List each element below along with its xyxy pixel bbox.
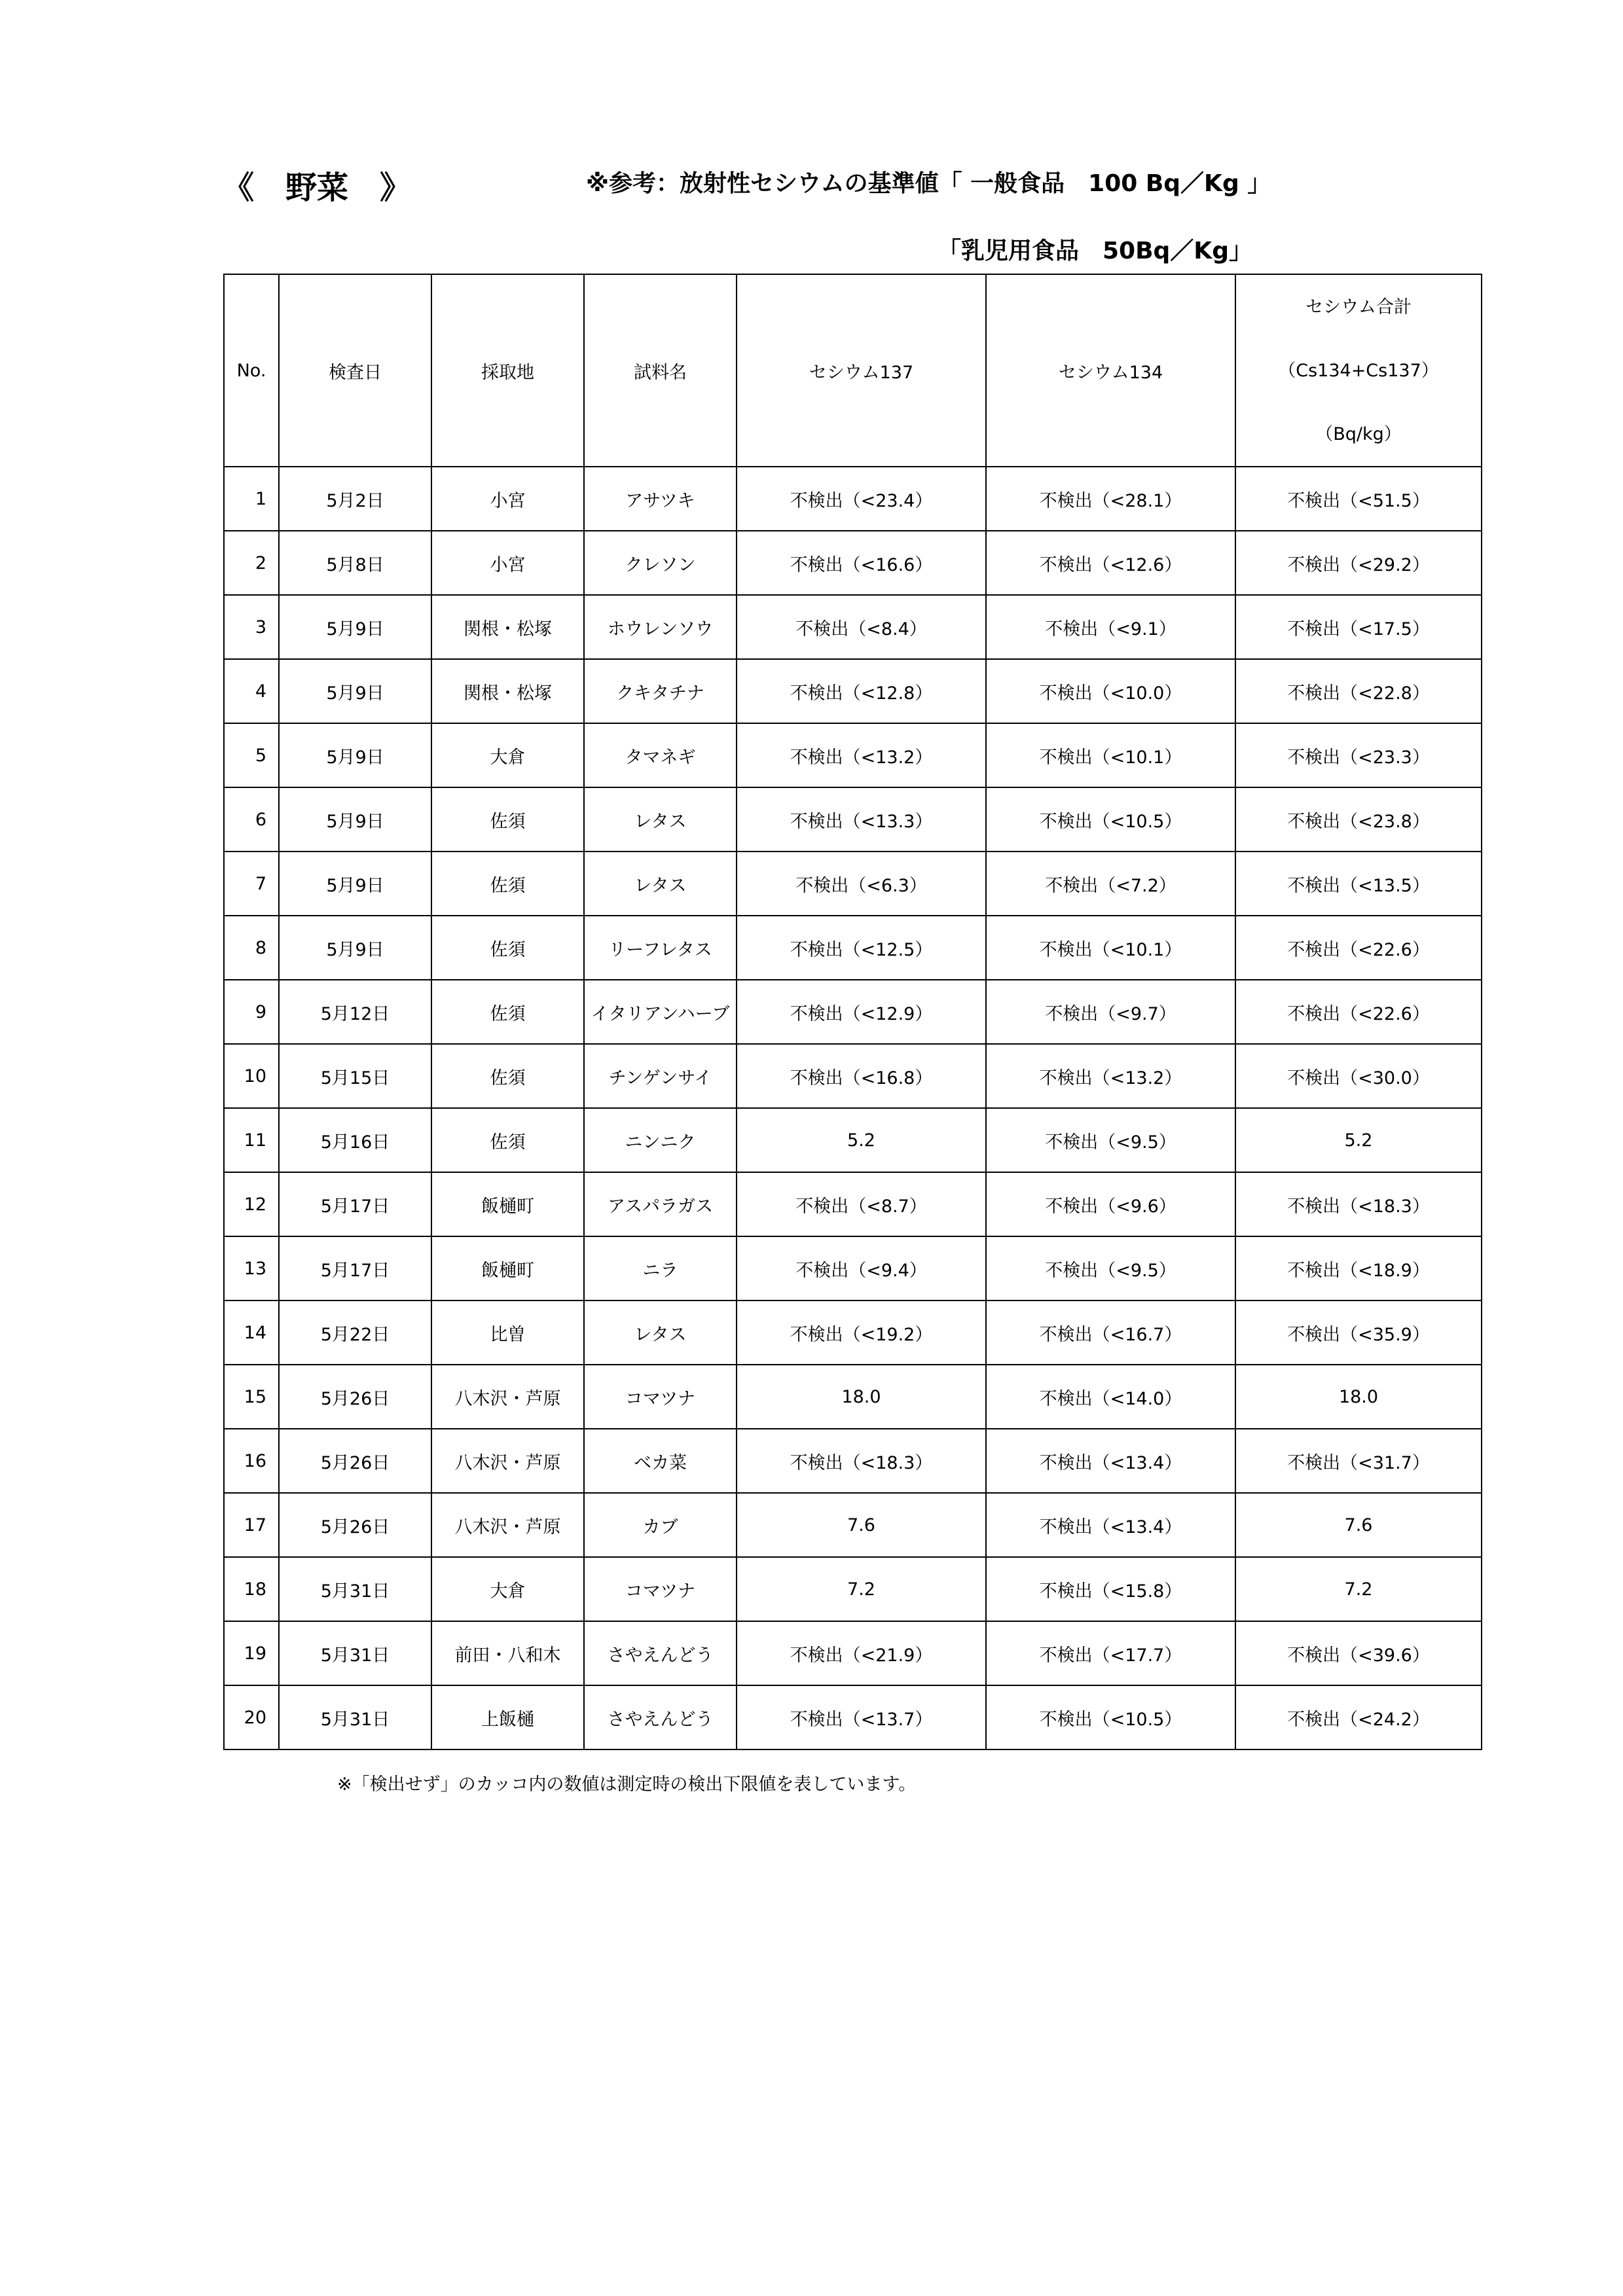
- cell-no: 18: [224, 1557, 279, 1621]
- table-row: [224, 531, 1482, 595]
- cell-date: 5月9日: [279, 787, 431, 852]
- header-sample: 試料名: [584, 274, 737, 467]
- cell-sample: さやえんどう: [584, 1621, 737, 1685]
- cell-sample: リーフレタス: [584, 916, 737, 980]
- cell-no: 6: [224, 787, 279, 852]
- cell-sample: ベカ菜: [584, 1429, 737, 1493]
- cell-date: 5月2日: [279, 467, 431, 531]
- cell-date: 5月9日: [279, 916, 431, 980]
- cell-place: 小宮: [431, 467, 584, 531]
- cell-total: 7.6: [1235, 1493, 1482, 1557]
- cell-place: 佐須: [431, 916, 584, 980]
- table-row: [224, 1300, 1482, 1365]
- cell-place: 佐須: [431, 1108, 584, 1172]
- cell-place: 小宮: [431, 531, 584, 595]
- footnote: ※「検出せず」のカッコ内の数値は測定時の検出下限値を表しています。: [337, 1774, 917, 1795]
- cell-date: 5月9日: [279, 852, 431, 916]
- table-row: [224, 1172, 1482, 1236]
- header-total: [1235, 274, 1482, 467]
- cell-cs137: 不検出（<13.7）: [737, 1685, 986, 1749]
- cell-total: 不検出（<51.5）: [1235, 467, 1482, 531]
- cell-date: 5月9日: [279, 723, 431, 787]
- cell-total: 不検出（<31.7）: [1235, 1429, 1482, 1493]
- table-row: [224, 1621, 1482, 1685]
- header-no: No.: [224, 274, 279, 467]
- cell-cs137: 不検出（<18.3）: [737, 1429, 986, 1493]
- cell-cs134: 不検出（<13.4）: [986, 1493, 1235, 1557]
- cell-cs134: 不検出（<7.2）: [986, 852, 1235, 916]
- header-total-line1: セシウム合計: [1305, 296, 1412, 317]
- cell-cs137: 不検出（<6.3）: [737, 852, 986, 916]
- cell-date: 5月17日: [279, 1236, 431, 1300]
- cell-place: 佐須: [431, 1044, 584, 1108]
- cell-cs134: 不検出（<9.5）: [986, 1236, 1235, 1300]
- cell-place: 飯樋町: [431, 1172, 584, 1236]
- cell-cs137: 不検出（<8.7）: [737, 1172, 986, 1236]
- cell-cs137: 不検出（<16.6）: [737, 531, 986, 595]
- cell-total: 5.2: [1235, 1108, 1482, 1172]
- cell-cs134: 不検出（<12.6）: [986, 531, 1235, 595]
- cell-total: 不検出（<17.5）: [1235, 595, 1482, 659]
- cell-no: 19: [224, 1621, 279, 1685]
- cell-date: 5月9日: [279, 595, 431, 659]
- cell-place: 佐須: [431, 787, 584, 852]
- cell-no: 20: [224, 1685, 279, 1749]
- cell-cs134: 不検出（<9.6）: [986, 1172, 1235, 1236]
- header-total-line2: （Cs134+Cs137）: [1278, 360, 1439, 381]
- cell-no: 9: [224, 980, 279, 1044]
- cell-date: 5月26日: [279, 1429, 431, 1493]
- cell-place: 関根・松塚: [431, 595, 584, 659]
- cell-cs137: 18.0: [737, 1365, 986, 1429]
- cell-sample: イタリアンハーブ: [584, 980, 737, 1044]
- cell-date: 5月9日: [279, 659, 431, 723]
- table-row: [224, 1108, 1482, 1172]
- cell-sample: クキタチナ: [584, 659, 737, 723]
- cell-total: 18.0: [1235, 1365, 1482, 1429]
- table-row: [224, 723, 1482, 787]
- cell-date: 5月31日: [279, 1685, 431, 1749]
- cell-total: 不検出（<39.6）: [1235, 1621, 1482, 1685]
- cell-cs137: 不検出（<12.5）: [737, 916, 986, 980]
- reference-standard-general: ※参考：放射性セシウムの基準値「 一般食品 100 Bq／Kg 」: [586, 170, 1271, 197]
- cell-total: 不検出（<18.9）: [1235, 1236, 1482, 1300]
- cell-cs137: 不検出（<12.8）: [737, 659, 986, 723]
- cell-cs134: 不検出（<10.5）: [986, 787, 1235, 852]
- cell-cs137: 7.6: [737, 1493, 986, 1557]
- cell-cs137: 不検出（<9.4）: [737, 1236, 986, 1300]
- cell-no: 1: [224, 467, 279, 531]
- cell-total: 不検出（<18.3）: [1235, 1172, 1482, 1236]
- cell-date: 5月26日: [279, 1365, 431, 1429]
- cell-no: 11: [224, 1108, 279, 1172]
- cell-date: 5月31日: [279, 1621, 431, 1685]
- cell-cs137: 不検出（<13.2）: [737, 723, 986, 787]
- cell-cs137: 不検出（<21.9）: [737, 1621, 986, 1685]
- reference-standard-infant: 「乳児用食品 50Bq／Kg」: [938, 238, 1252, 264]
- cell-cs134: 不検出（<15.8）: [986, 1557, 1235, 1621]
- header-date: 検査日: [279, 274, 431, 467]
- results-table: [223, 274, 1482, 1750]
- cell-sample: アサツキ: [584, 467, 737, 531]
- cell-cs137: 5.2: [737, 1108, 986, 1172]
- cell-no: 13: [224, 1236, 279, 1300]
- cell-place: 前田・八和木: [431, 1621, 584, 1685]
- cell-total: 不検出（<22.8）: [1235, 659, 1482, 723]
- cell-sample: カブ: [584, 1493, 737, 1557]
- page-title: 《 野菜 》: [223, 170, 412, 206]
- cell-total: 不検出（<23.8）: [1235, 787, 1482, 852]
- cell-total: 不検出（<30.0）: [1235, 1044, 1482, 1108]
- cell-total: 不検出（<35.9）: [1235, 1300, 1482, 1365]
- cell-total: 不検出（<23.3）: [1235, 723, 1482, 787]
- cell-total: 不検出（<22.6）: [1235, 916, 1482, 980]
- cell-date: 5月26日: [279, 1493, 431, 1557]
- cell-sample: タマネギ: [584, 723, 737, 787]
- cell-cs137: 不検出（<23.4）: [737, 467, 986, 531]
- cell-sample: ニンニク: [584, 1108, 737, 1172]
- cell-total: 不検出（<22.6）: [1235, 980, 1482, 1044]
- cell-date: 5月31日: [279, 1557, 431, 1621]
- cell-cs134: 不検出（<14.0）: [986, 1365, 1235, 1429]
- cell-place: 八木沢・芦原: [431, 1429, 584, 1493]
- cell-place: 八木沢・芦原: [431, 1365, 584, 1429]
- cell-cs137: 不検出（<8.4）: [737, 595, 986, 659]
- table-row: [224, 595, 1482, 659]
- cell-total: 不検出（<29.2）: [1235, 531, 1482, 595]
- cell-place: 飯樋町: [431, 1236, 584, 1300]
- cell-cs137: 不検出（<13.3）: [737, 787, 986, 852]
- cell-cs134: 不検出（<9.5）: [986, 1108, 1235, 1172]
- table-row: [224, 1236, 1482, 1300]
- cell-no: 17: [224, 1493, 279, 1557]
- cell-no: 3: [224, 595, 279, 659]
- cell-sample: チンゲンサイ: [584, 1044, 737, 1108]
- table-header-row: [224, 274, 1482, 467]
- cell-no: 12: [224, 1172, 279, 1236]
- cell-no: 7: [224, 852, 279, 916]
- cell-cs134: 不検出（<9.1）: [986, 595, 1235, 659]
- cell-date: 5月8日: [279, 531, 431, 595]
- cell-total: 不検出（<13.5）: [1235, 852, 1482, 916]
- cell-date: 5月12日: [279, 980, 431, 1044]
- cell-no: 14: [224, 1300, 279, 1365]
- cell-date: 5月15日: [279, 1044, 431, 1108]
- cell-place: 上飯樋: [431, 1685, 584, 1749]
- cell-place: 八木沢・芦原: [431, 1493, 584, 1557]
- cell-total: 7.2: [1235, 1557, 1482, 1621]
- cell-cs134: 不検出（<9.7）: [986, 980, 1235, 1044]
- cell-no: 15: [224, 1365, 279, 1429]
- cell-sample: レタス: [584, 852, 737, 916]
- table-row: [224, 1493, 1482, 1557]
- cell-sample: アスパラガス: [584, 1172, 737, 1236]
- cell-cs134: 不検出（<10.1）: [986, 916, 1235, 980]
- header-total-line3: （Bq/kg）: [1315, 423, 1402, 444]
- table-row: [224, 1685, 1482, 1749]
- cell-cs137: 7.2: [737, 1557, 986, 1621]
- table-row: [224, 916, 1482, 980]
- cell-sample: ニラ: [584, 1236, 737, 1300]
- cell-cs137: 不検出（<12.9）: [737, 980, 986, 1044]
- cell-place: 比曽: [431, 1300, 584, 1365]
- cell-no: 2: [224, 531, 279, 595]
- cell-sample: コマツナ: [584, 1557, 737, 1621]
- cell-cs134: 不検出（<10.0）: [986, 659, 1235, 723]
- cell-cs134: 不検出（<13.2）: [986, 1044, 1235, 1108]
- cell-no: 5: [224, 723, 279, 787]
- table-row: [224, 1365, 1482, 1429]
- cell-cs134: 不検出（<10.5）: [986, 1685, 1235, 1749]
- header-place: 採取地: [431, 274, 584, 467]
- cell-cs134: 不検出（<10.1）: [986, 723, 1235, 787]
- table-row: [224, 1429, 1482, 1493]
- cell-place: 佐須: [431, 852, 584, 916]
- table-row: [224, 852, 1482, 916]
- cell-date: 5月16日: [279, 1108, 431, 1172]
- table-row: [224, 787, 1482, 852]
- header-cs137: セシウム137: [737, 274, 986, 467]
- table-row: [224, 1557, 1482, 1621]
- cell-place: 関根・松塚: [431, 659, 584, 723]
- cell-no: 10: [224, 1044, 279, 1108]
- cell-sample: さやえんどう: [584, 1685, 737, 1749]
- cell-no: 16: [224, 1429, 279, 1493]
- cell-sample: レタス: [584, 1300, 737, 1365]
- cell-cs134: 不検出（<28.1）: [986, 467, 1235, 531]
- cell-date: 5月17日: [279, 1172, 431, 1236]
- cell-cs134: 不検出（<17.7）: [986, 1621, 1235, 1685]
- cell-cs137: 不検出（<16.8）: [737, 1044, 986, 1108]
- cell-cs137: 不検出（<19.2）: [737, 1300, 986, 1365]
- cell-place: 大倉: [431, 723, 584, 787]
- header-cs134: セシウム134: [986, 274, 1235, 467]
- cell-cs134: 不検出（<13.4）: [986, 1429, 1235, 1493]
- cell-total: 不検出（<24.2）: [1235, 1685, 1482, 1749]
- cell-no: 4: [224, 659, 279, 723]
- cell-cs134: 不検出（<16.7）: [986, 1300, 1235, 1365]
- table-row: [224, 980, 1482, 1044]
- cell-sample: コマツナ: [584, 1365, 737, 1429]
- cell-place: 佐須: [431, 980, 584, 1044]
- table-row: [224, 467, 1482, 531]
- cell-place: 大倉: [431, 1557, 584, 1621]
- table-row: [224, 1044, 1482, 1108]
- table-row: [224, 659, 1482, 723]
- cell-sample: レタス: [584, 787, 737, 852]
- cell-no: 8: [224, 916, 279, 980]
- cell-sample: クレソン: [584, 531, 737, 595]
- cell-date: 5月22日: [279, 1300, 431, 1365]
- cell-sample: ホウレンソウ: [584, 595, 737, 659]
